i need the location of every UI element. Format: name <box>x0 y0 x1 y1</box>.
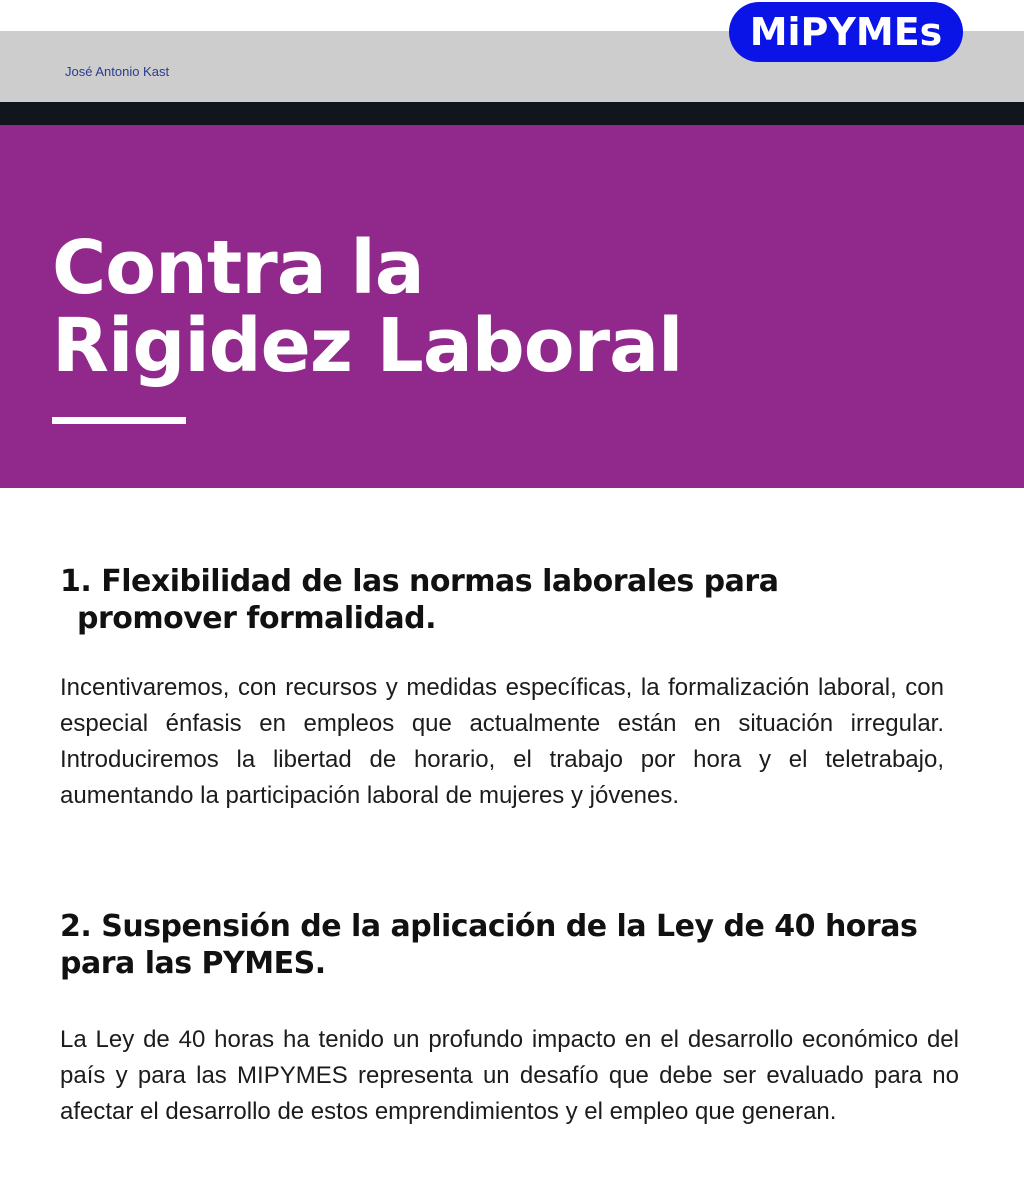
section-2-body: La Ley de 40 horas ha tenido un profundo impacto en el desarrollo económico del país y para las MIPYMES representa un desafío que debe ser evaluado para no afectar el desarrollo de estos emprendimientos y el empleo que generan. <box>60 1026 959 1125</box>
section-2-heading-line-2: para las PYMES. <box>60 946 326 981</box>
section-1-heading-line-2: promover formalidad. <box>77 601 437 636</box>
page-title <box>52 225 683 389</box>
title-underline <box>52 417 186 424</box>
section-1-heading <box>60 563 960 637</box>
mipymes-logo <box>731 4 961 60</box>
page-title-line-1: Contra la <box>52 225 424 311</box>
author-name: José Antonio Kast <box>65 64 170 79</box>
hero-banner <box>0 125 1024 488</box>
section-2-heading <box>60 908 960 982</box>
header-divider-band <box>0 102 1024 125</box>
logo-text: MiPYMEs <box>749 10 943 54</box>
section-1-heading-line-1: 1. Flexibilidad de las normas laborales para <box>60 564 779 599</box>
page-title-line-2: Rigidez Laboral <box>52 303 683 389</box>
section-1-body: Incentivaremos, con recursos y medidas específicas, la formalización laboral, con especial énfasis en empleos que actualmente están en situación irregular. Introduciremos la libertad de horario, el trabajo por hora y el teletrabajo, aumentando la participación laboral de mujeres y jóvenes. <box>60 674 944 809</box>
section-2-heading-line-1: 2. Suspensión de la aplicación de la Ley de 40 horas <box>60 909 918 944</box>
